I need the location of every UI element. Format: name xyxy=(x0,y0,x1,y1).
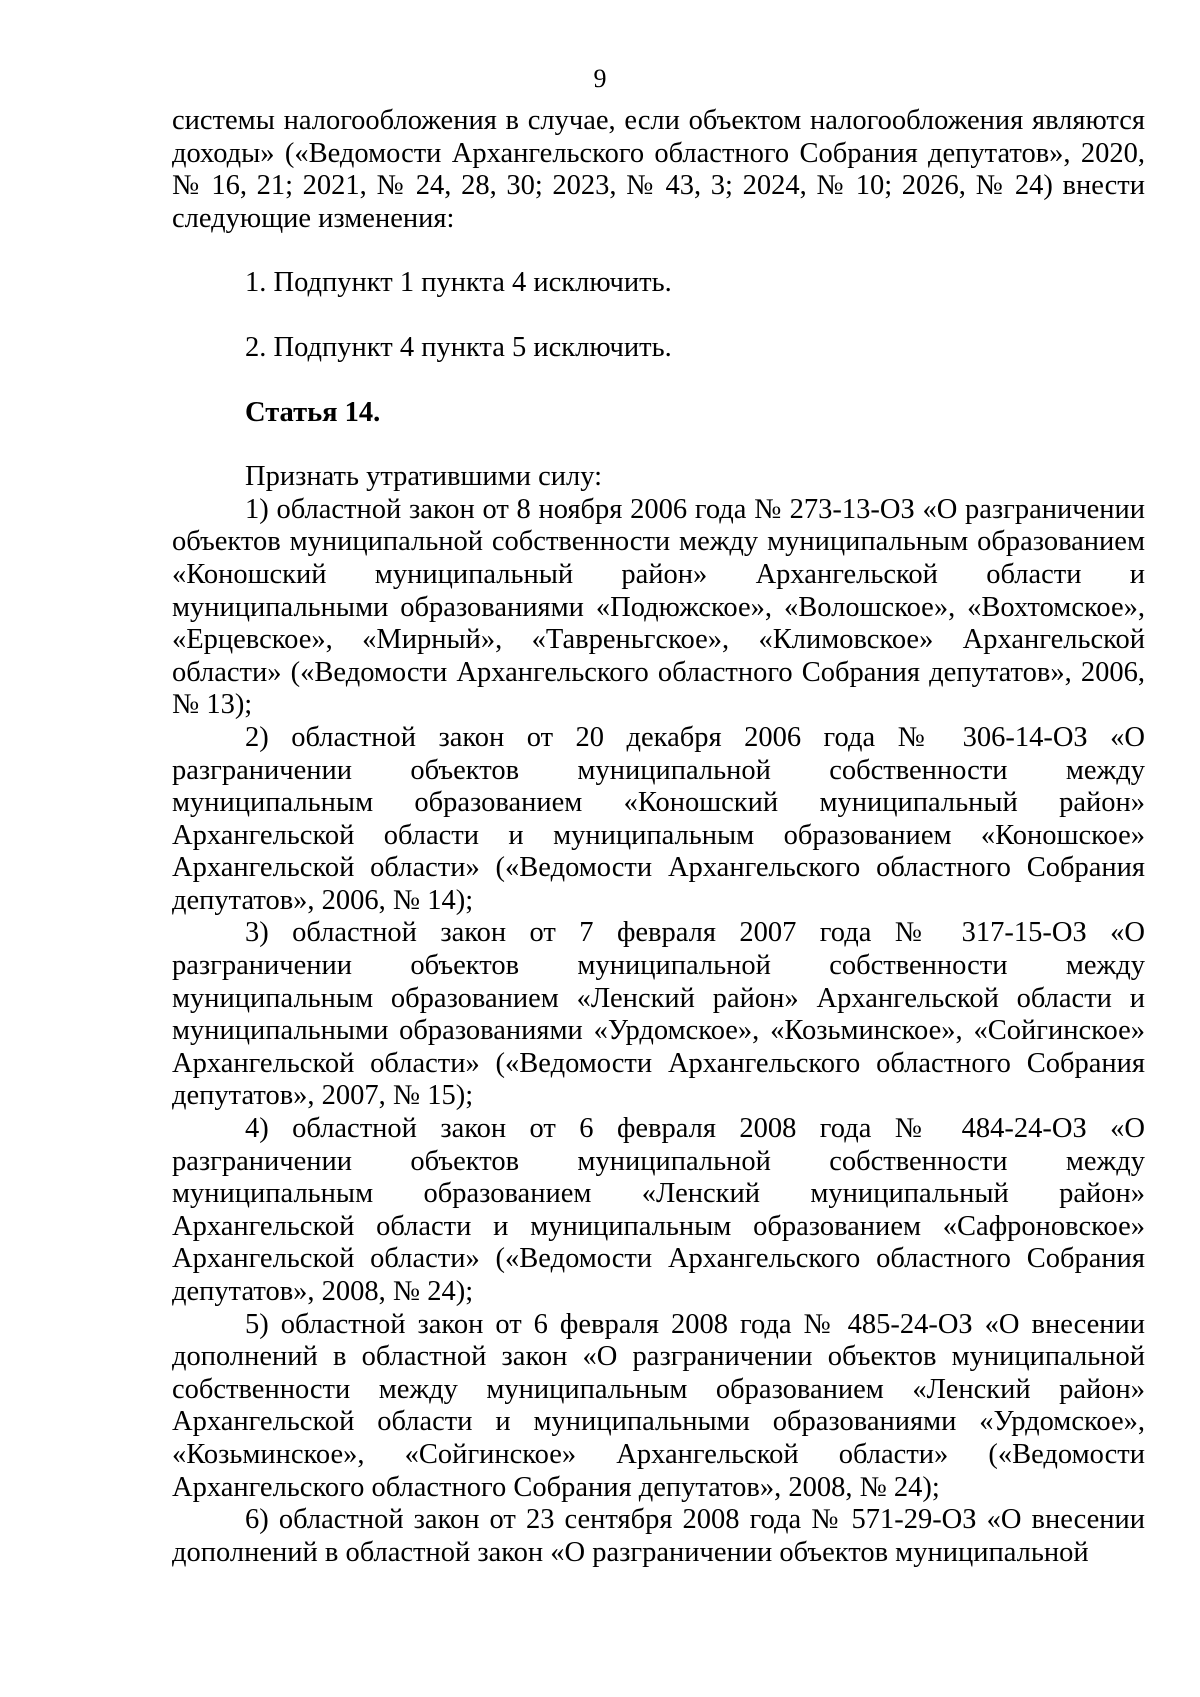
amendment-item-1: 1. Подпункт 1 пункта 4 исключить. xyxy=(245,267,672,299)
article-intro: Признать утратившими силу: xyxy=(245,461,602,493)
repealed-law-2: 2) областной закон от 20 декабря 2006 года № 306-14-ОЗ «О разграничении объектов муниципальной собственности между муниципальным образованием «Коношский муниципальный район» Архангельской области и муниципальным образованием «Коношское» Архангельской области» («Ведомости Архангельского областного Собрания депутатов», 2006, № 14); xyxy=(172,721,1145,916)
repealed-law-6: 6) областной закон от 23 сентября 2008 года № 571-29-ОЗ «О внесении дополнений в областной закон «О разграничении объектов муниципальной xyxy=(172,1504,1145,1568)
repealed-law-3: 3) областной закон от 7 февраля 2007 года № 317-15-ОЗ «О разграничении объектов муниципальной собственности между муниципальным образованием «Ленский район» Архангельской области и муниципальными образованиями «Урдомское», «Козьминское», «Сойгинское» Архангельской области» («Ведомости Архангельского областного Собрания депутатов», 2007, № 15); xyxy=(172,917,1145,1112)
amendment-item-2: 2. Подпункт 4 пункта 5 исключить. xyxy=(245,331,672,363)
article-heading: Статья 14. xyxy=(245,396,381,428)
document-body xyxy=(172,105,1145,1569)
repealed-law-1: 1) областной закон от 8 ноября 2006 года № 273-13-ОЗ «О разграничении объектов муниципальной собственности между муниципальным образованием «Коношский муниципальный район» Архангельской области и муниципальными образованиями «Подюжское», «Волошское», «Вохтомское», «Ерцевское», «Мирный», «Тавреньгское», «Климовское» Архангельской области» («Ведомости Архангельского областного Собрания депутатов», 2006, № 13); xyxy=(172,493,1145,721)
repealed-law-5: 5) областной закон от 6 февраля 2008 года № 485-24-ОЗ «О внесении дополнений в областной закон «О разграничении объектов муниципальной собственности между муниципальным образованием «Ленский район» Архангельской области и муниципальными образованиями «Урдомское», «Козьминское», «Сойгинское» Архангельской области» («Ведомости Архангельского областного Собрания депутатов», 2008, № 24); xyxy=(172,1308,1145,1503)
continuation-paragraph: системы налогообложения в случае, если объектом налогообложения являются доходы» («Ведомости Архангельского областного Собрания депутатов», 2020, № 16, 21; 2021, № 24, 28, 30; 2023, № 43, 3; 2024, № 10; 2026, № 24) внести следующие изменения: xyxy=(172,105,1145,234)
repealed-law-4: 4) областной закон от 6 февраля 2008 года № 484-24-ОЗ «О разграничении объектов муниципальной собственности между муниципальным образованием «Ленский муниципальный район» Архангельской области и муниципальным образованием «Сафроновское» Архангельской области» («Ведомости Архангельского областного Собрания депутатов», 2008, № 24); xyxy=(172,1113,1145,1307)
page-number: 9 xyxy=(593,64,607,93)
